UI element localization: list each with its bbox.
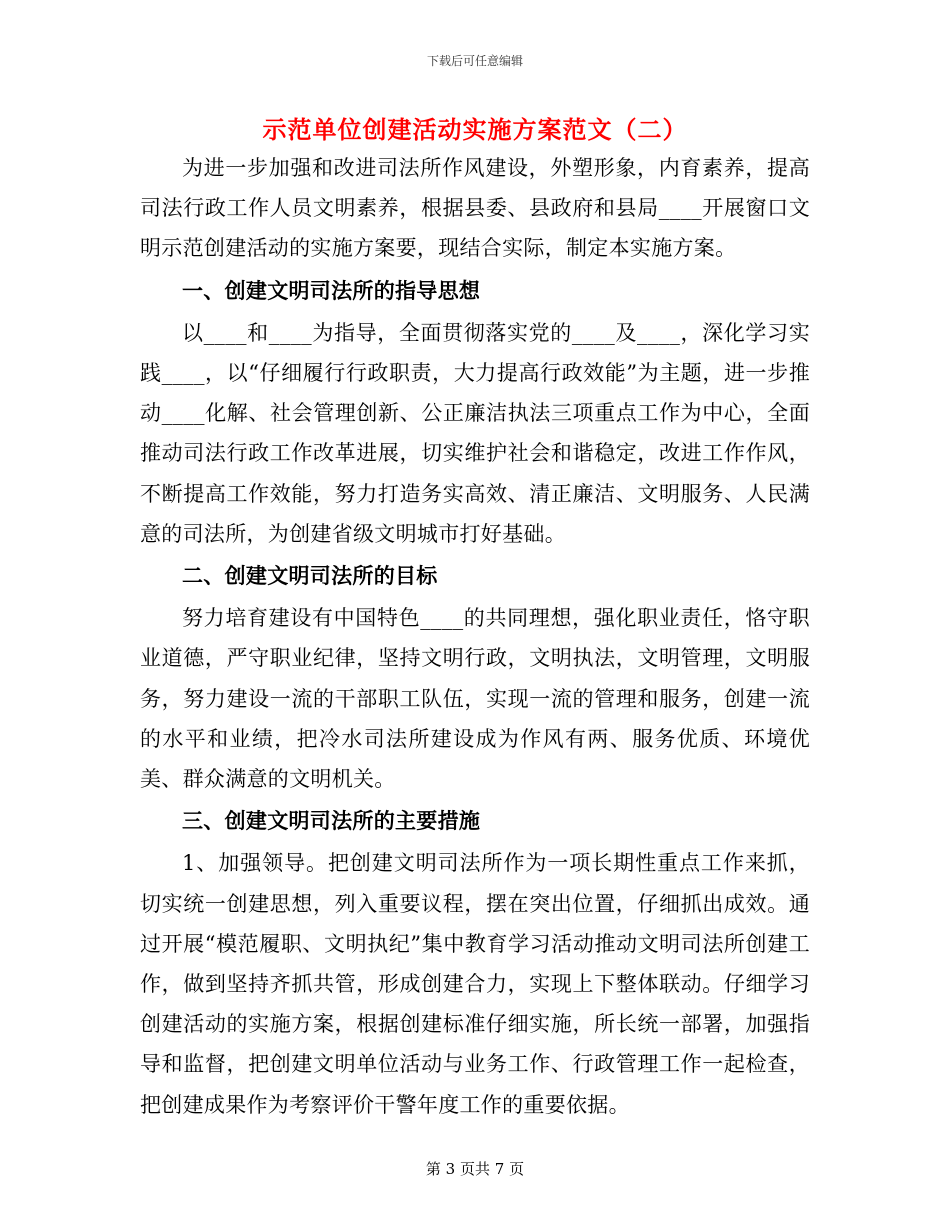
document-title: 示范单位创建活动实施方案范文（二） xyxy=(262,115,688,144)
section-heading-1: 一、创建文明司法所的指导思想 xyxy=(182,277,481,303)
document-body xyxy=(140,148,810,1125)
section-heading-3: 三、创建文明司法所的主要措施 xyxy=(182,808,481,834)
paragraph-intro: 为进一步加强和改进司法所作风建设，外塑形象，内育素养，提高司法行政工作人员文明素养，根据县委、县政府和县局____开展窗口文明示范创建活动的实施方案要，现结合实际，制定本实施方案。 xyxy=(140,156,810,261)
paragraph-measures-leadership: 1、加强领导。把创建文明司法所作为一项长期性重点工作来抓，切实统一创建思想，列入重要议程，摆在突出位置，仔细抓出成效。通过开展“模范履职、文明执纪”集中教育学习活动推动文明司法所创建工作，做到坚持齐抓共管，形成创建合力，实现上下整体联动。仔细学习创建活动的实施方案，根据创建标准仔细实施，所长统一部署，加强指导和监督，把创建文明单位活动与业务工作、行政管理工作一起检查，把创建成果作为考察评价干警年度工作的重要依据。 xyxy=(140,851,810,1117)
paragraph-guiding-ideology: 以____和____为指导，全面贯彻落实党的____及____，深化学习实践____，以“仔细履行行政职责，大力提高行政效能”为主题，进一步推动____化解、社会管理创新、公正廉洁执法三项重点工作为中心，全面推动司法行政工作改革进展，切实维护社会和谐稳定，改进工作作风，不断提高工作效能，努力打造务实高效、清正廉洁、文明服务、人民满意的司法所，为创建省级文明城市打好基础。 xyxy=(140,320,810,546)
page-header-note: 下载后可任意编辑 xyxy=(426,54,523,68)
section-heading-2: 二、创建文明司法所的目标 xyxy=(182,563,438,589)
paragraph-goals: 努力培育建设有中国特色____的共同理想，强化职业责任，恪守职业道德，严守职业纪律，坚持文明行政，文明执法，文明管理，文明服务，努力建设一流的干部职工队伍，实现一流的管理和服务，创建一流的水平和业绩，把冷水司法所建设成为作风有两、服务优质、环境优美、群众满意的文明机关。 xyxy=(140,606,810,792)
page-number-footer: 第 3 页共 7 页 xyxy=(425,1160,525,1178)
